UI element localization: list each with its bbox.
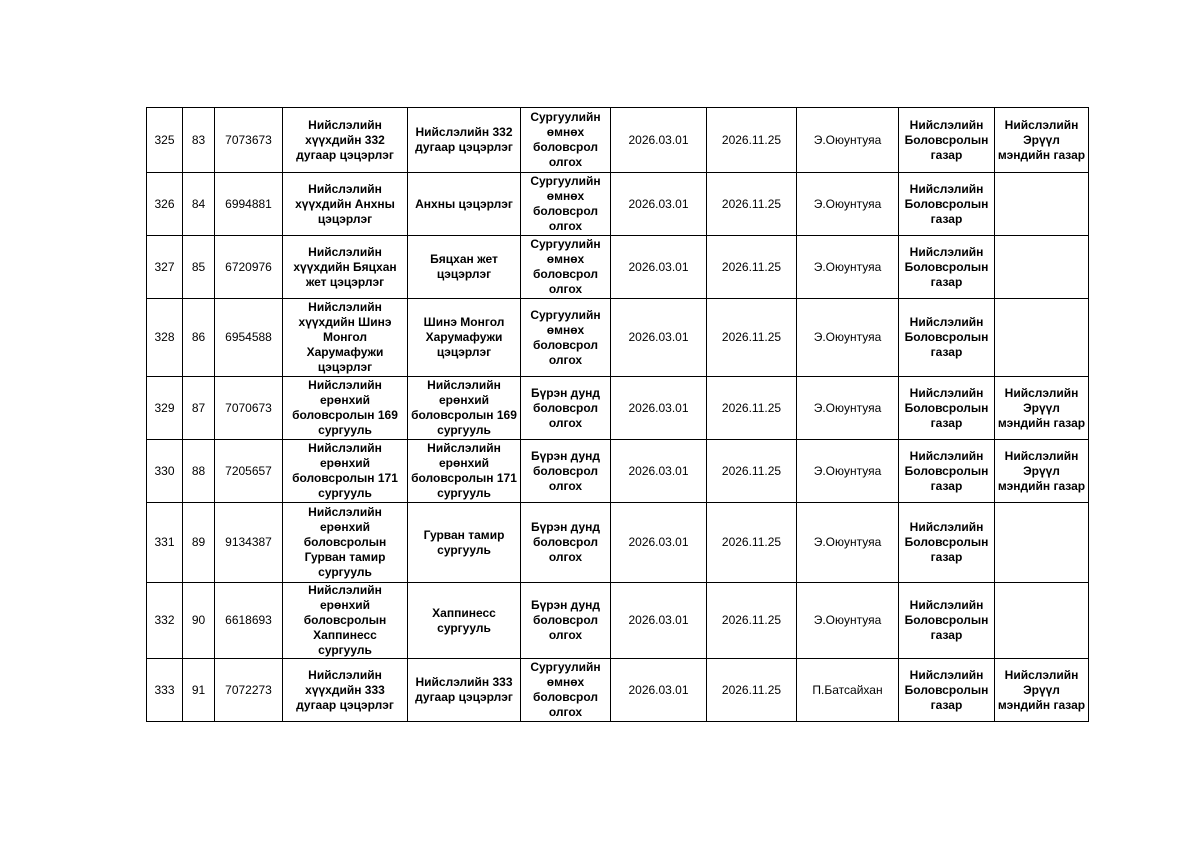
organization-name: Нийслэлийн хүүхдийн Анхны цэцэрлэг [283,173,408,236]
registration-number: 7070673 [215,377,283,440]
supervising-org-2: Нийслэлийн Эрүүл мэндийн газар [995,659,1089,722]
end-date: 2026.11.25 [707,583,797,659]
start-date: 2026.03.01 [611,659,707,722]
organization-name: Нийслэлийн хүүхдийн Шинэ Монгол Харумафужи цэцэрлэг [283,299,408,377]
supervising-org-1: Нийслэлийн Боловсролын газар [899,173,995,236]
supervising-org-1: Нийслэлийн Боловсролын газар [899,659,995,722]
organization-name: Нийслэлийн хүүхдийн 333 дугаар цэцэрлэг [283,659,408,722]
start-date: 2026.03.01 [611,377,707,440]
start-date: 2026.03.01 [611,236,707,299]
activity-type: Бүрэн дунд боловсрол олгох [521,583,611,659]
organization-short-name: Хаппинесс сургууль [408,583,521,659]
row-index: 89 [183,503,215,583]
organization-short-name: Нийслэлийн ерөнхий боловсролын 169 сургууль [408,377,521,440]
end-date: 2026.11.25 [707,440,797,503]
activity-type: Сургуулийн өмнөх боловсрол олгох [521,173,611,236]
responsible-person: Э.Оюунтуяа [797,236,899,299]
supervising-org-2 [995,583,1089,659]
responsible-person: Э.Оюунтуяа [797,583,899,659]
supervising-org-1: Нийслэлийн Боловсролын газар [899,108,995,173]
registration-number: 7073673 [215,108,283,173]
organization-name: Нийслэлийн ерөнхий боловсролын 169 сургууль [283,377,408,440]
start-date: 2026.03.01 [611,173,707,236]
row-number: 333 [147,659,183,722]
start-date: 2026.03.01 [611,503,707,583]
row-index: 91 [183,659,215,722]
organization-name: Нийслэлийн ерөнхий боловсролын Гурван тамир сургууль [283,503,408,583]
responsible-person: Э.Оюунтуяа [797,503,899,583]
table-row [147,583,1089,659]
end-date: 2026.11.25 [707,173,797,236]
row-index: 85 [183,236,215,299]
supervising-org-1: Нийслэлийн Боловсролын газар [899,583,995,659]
registration-number: 7072273 [215,659,283,722]
registry-table [146,107,1089,722]
row-number: 327 [147,236,183,299]
supervising-org-2 [995,503,1089,583]
responsible-person: Э.Оюунтуяа [797,173,899,236]
row-number: 326 [147,173,183,236]
row-index: 90 [183,583,215,659]
row-index: 86 [183,299,215,377]
supervising-org-2 [995,236,1089,299]
supervising-org-1: Нийслэлийн Боловсролын газар [899,299,995,377]
supervising-org-2 [995,173,1089,236]
row-number: 331 [147,503,183,583]
table-row [147,440,1089,503]
organization-short-name: Шинэ Монгол Харумафужи цэцэрлэг [408,299,521,377]
row-index: 87 [183,377,215,440]
start-date: 2026.03.01 [611,583,707,659]
registration-number: 6720976 [215,236,283,299]
activity-type: Сургуулийн өмнөх боловсрол олгох [521,236,611,299]
table-row [147,659,1089,722]
row-index: 84 [183,173,215,236]
end-date: 2026.11.25 [707,377,797,440]
supervising-org-2: Нийслэлийн Эрүүл мэндийн газар [995,377,1089,440]
row-number: 328 [147,299,183,377]
end-date: 2026.11.25 [707,503,797,583]
table-row [147,503,1089,583]
organization-short-name: Нийслэлийн ерөнхий боловсролын 171 сургууль [408,440,521,503]
table-row [147,108,1089,173]
responsible-person: Э.Оюунтуяа [797,299,899,377]
activity-type: Бүрэн дунд боловсрол олгох [521,503,611,583]
registration-number: 9134387 [215,503,283,583]
supervising-org-2 [995,299,1089,377]
supervising-org-1: Нийслэлийн Боловсролын газар [899,503,995,583]
activity-type: Бүрэн дунд боловсрол олгох [521,440,611,503]
organization-short-name: Бяцхан жет цэцэрлэг [408,236,521,299]
supervising-org-2: Нийслэлийн Эрүүл мэндийн газар [995,440,1089,503]
responsible-person: П.Батсайхан [797,659,899,722]
activity-type: Бүрэн дунд боловсрол олгох [521,377,611,440]
organization-short-name: Анхны цэцэрлэг [408,173,521,236]
row-number: 332 [147,583,183,659]
responsible-person: Э.Оюунтуяа [797,108,899,173]
registration-number: 6954588 [215,299,283,377]
row-index: 83 [183,108,215,173]
supervising-org-1: Нийслэлийн Боловсролын газар [899,377,995,440]
organization-name: Нийслэлийн хүүхдийн Бяцхан жет цэцэрлэг [283,236,408,299]
activity-type: Сургуулийн өмнөх боловсрол олгох [521,108,611,173]
registration-number: 6994881 [215,173,283,236]
registration-number: 6618693 [215,583,283,659]
organization-name: Нийслэлийн ерөнхий боловсролын Хаппинесс сургууль [283,583,408,659]
organization-short-name: Нийслэлийн 333 дугаар цэцэрлэг [408,659,521,722]
start-date: 2026.03.01 [611,299,707,377]
organization-name: Нийслэлийн хүүхдийн 332 дугаар цэцэрлэг [283,108,408,173]
start-date: 2026.03.01 [611,440,707,503]
supervising-org-2: Нийслэлийн Эрүүл мэндийн газар [995,108,1089,173]
organization-name: Нийслэлийн ерөнхий боловсролын 171 сургууль [283,440,408,503]
registration-number: 7205657 [215,440,283,503]
row-number: 325 [147,108,183,173]
table-row [147,236,1089,299]
start-date: 2026.03.01 [611,108,707,173]
end-date: 2026.11.25 [707,108,797,173]
responsible-person: Э.Оюунтуяа [797,377,899,440]
end-date: 2026.11.25 [707,659,797,722]
activity-type: Сургуулийн өмнөх боловсрол олгох [521,659,611,722]
organization-short-name: Нийслэлийн 332 дугаар цэцэрлэг [408,108,521,173]
supervising-org-1: Нийслэлийн Боловсролын газар [899,440,995,503]
row-number: 330 [147,440,183,503]
table-row [147,299,1089,377]
responsible-person: Э.Оюунтуяа [797,440,899,503]
table-row [147,173,1089,236]
end-date: 2026.11.25 [707,299,797,377]
organization-short-name: Гурван тамир сургууль [408,503,521,583]
supervising-org-1: Нийслэлийн Боловсролын газар [899,236,995,299]
row-number: 329 [147,377,183,440]
end-date: 2026.11.25 [707,236,797,299]
row-index: 88 [183,440,215,503]
activity-type: Сургуулийн өмнөх боловсрол олгох [521,299,611,377]
table-row [147,377,1089,440]
